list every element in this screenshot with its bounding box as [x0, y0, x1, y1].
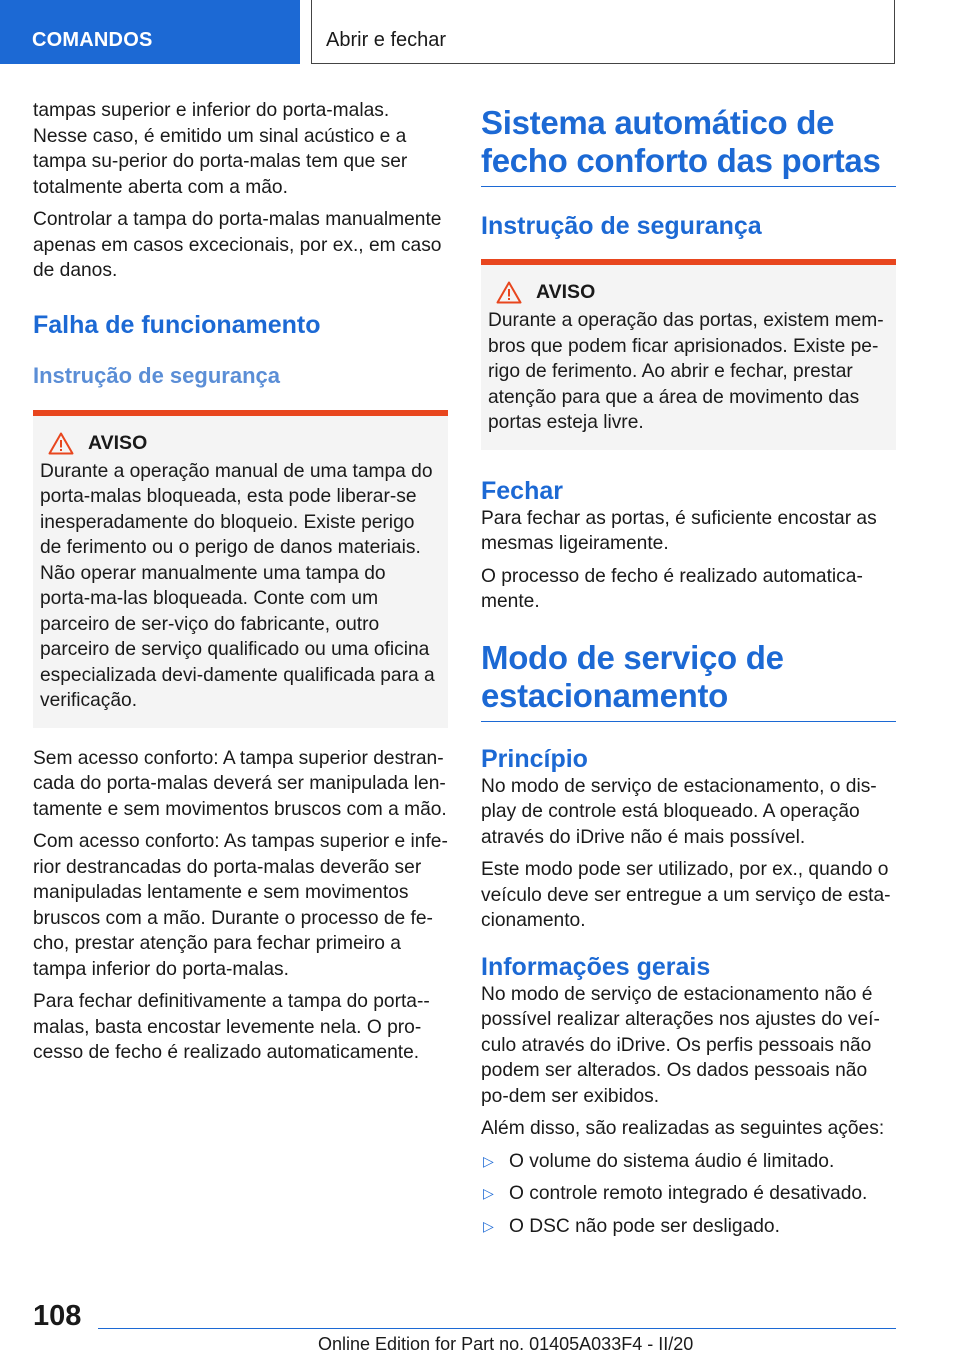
warning-triangle-icon: [496, 281, 522, 304]
paragraph: Com acesso conforto: As tampas superior e infe-rior destrancadas do porta-malas deverão ser manipuladas lentamente e sem movimentos bruscos com a mão. Durante o processo de fe-cho, prestar atenção para fechar primeiro a tampa inferior do porta-malas.: [33, 831, 448, 980]
heading-informacoes: Informações gerais: [481, 952, 711, 981]
list-item: [481, 1181, 896, 1207]
warning-header: [40, 432, 441, 455]
list-item-text: O volume do sistema áudio é limitado.: [509, 1150, 835, 1172]
warning-box: [481, 259, 896, 450]
paragraph: Controlar a tampa do porta-malas manualmente apenas em casos excecionais, por ex., em caso de danos.: [33, 209, 442, 281]
paragraph: Para fechar as portas, é suficiente encostar as mesmas ligeiramente.: [481, 507, 877, 554]
paragraph: Sem acesso conforto: A tampa superior destran-cada do porta-malas deverá ser manipulada len-tamente e sem movimentos bruscos com a mão.: [33, 747, 447, 820]
list-item: [481, 1214, 896, 1240]
heading-modo-servico: Modo de serviço de estacionamento: [481, 639, 896, 722]
list-item-text: O controle remoto integrado é desativado.: [509, 1183, 868, 1204]
paragraph: O processo de fecho é realizado automatica-mente.: [481, 565, 863, 612]
heading-sistema: Sistema automático de fecho conforto das portas: [481, 104, 896, 187]
right-column: [481, 104, 896, 1246]
paragraph: No modo de serviço de estacionamento, o dis-play de controle está bloqueado. A operação através do iDrive não é mais possível.: [481, 775, 877, 848]
footer-divider: [98, 1328, 896, 1329]
paragraph: Para fechar definitivamente a tampa do porta--malas, basta encostar levemente nela. O pro-cesso de fecho é realizado automaticamente.: [33, 991, 430, 1063]
triangle-bullet-icon: ▷: [483, 1152, 494, 1169]
heading-principio: Princípio: [481, 744, 588, 773]
paragraph: No modo de serviço de estacionamento não é possível realizar alterações nos ajustes do veí-culo através do iDrive. Os perfis pessoais não podem ser alterados. Os dados pessoais não po-dem ser exibidos.: [481, 983, 880, 1107]
list-item: [481, 1149, 896, 1175]
heading-instrucao: Instrução de segurança: [33, 362, 280, 388]
triangle-bullet-icon: ▷: [483, 1185, 494, 1201]
heading-falha: Falha de funcionamento: [33, 310, 321, 339]
triangle-bullet-icon: ▷: [483, 1217, 494, 1234]
page-number: 108: [33, 1300, 82, 1332]
warning-box: [33, 410, 448, 728]
action-list: [481, 1149, 896, 1240]
paragraph: tampas superior e inferior do porta-malas. Nesse caso, é emitido um sinal acústico e a tampa su-perior do porta-malas tem que ser totalmente aberta com a mão.: [33, 100, 408, 198]
warning-header: [488, 281, 889, 304]
warning-title: AVISO: [536, 281, 596, 303]
warning-text: Durante a operação das portas, existem mem-bros que podem ficar aprisionados. Existe pe-rigo de ferimento. Ao abrir e fechar, prestar atenção para que a área de movimento das portas esteja livre.: [488, 310, 884, 433]
heading-instrucao: Instrução de segurança: [481, 212, 762, 240]
warning-triangle-icon: [48, 432, 74, 455]
chapter-header: [311, 0, 895, 64]
paragraph: Este modo pode ser utilizado, por ex., quando o veículo deve ser entregue a um serviço de esta-cionamento.: [481, 859, 891, 931]
left-column: [33, 98, 448, 1073]
edition-text: Online Edition for Part no. 01405A033F4 - II/20: [318, 1334, 694, 1354]
section-tab[interactable]: [0, 0, 300, 64]
warning-text: Durante a operação manual de uma tampa do porta-malas bloqueada, esta pode liberar-se inesperadamente do bloqueio. Existe perigo de ferimento ou o perigo de danos materiais. Não operar manualmente uma tampa do porta-ma-las bloqueada. Conte com um parceiro de ser-viço do fabricante, outro parceiro de serviço qualificado ou uma oficina especializada devi-damente qualificada para a verificação.: [40, 460, 435, 711]
heading-fechar: Fechar: [481, 476, 563, 505]
warning-title: AVISO: [88, 431, 148, 454]
section-label: COMANDOS: [32, 29, 153, 51]
paragraph: Além disso, são realizadas as seguintes ações:: [481, 1118, 885, 1139]
list-item-text: O DSC não pode ser desligado.: [509, 1215, 780, 1237]
chapter-title: Abrir e fechar: [326, 29, 447, 51]
